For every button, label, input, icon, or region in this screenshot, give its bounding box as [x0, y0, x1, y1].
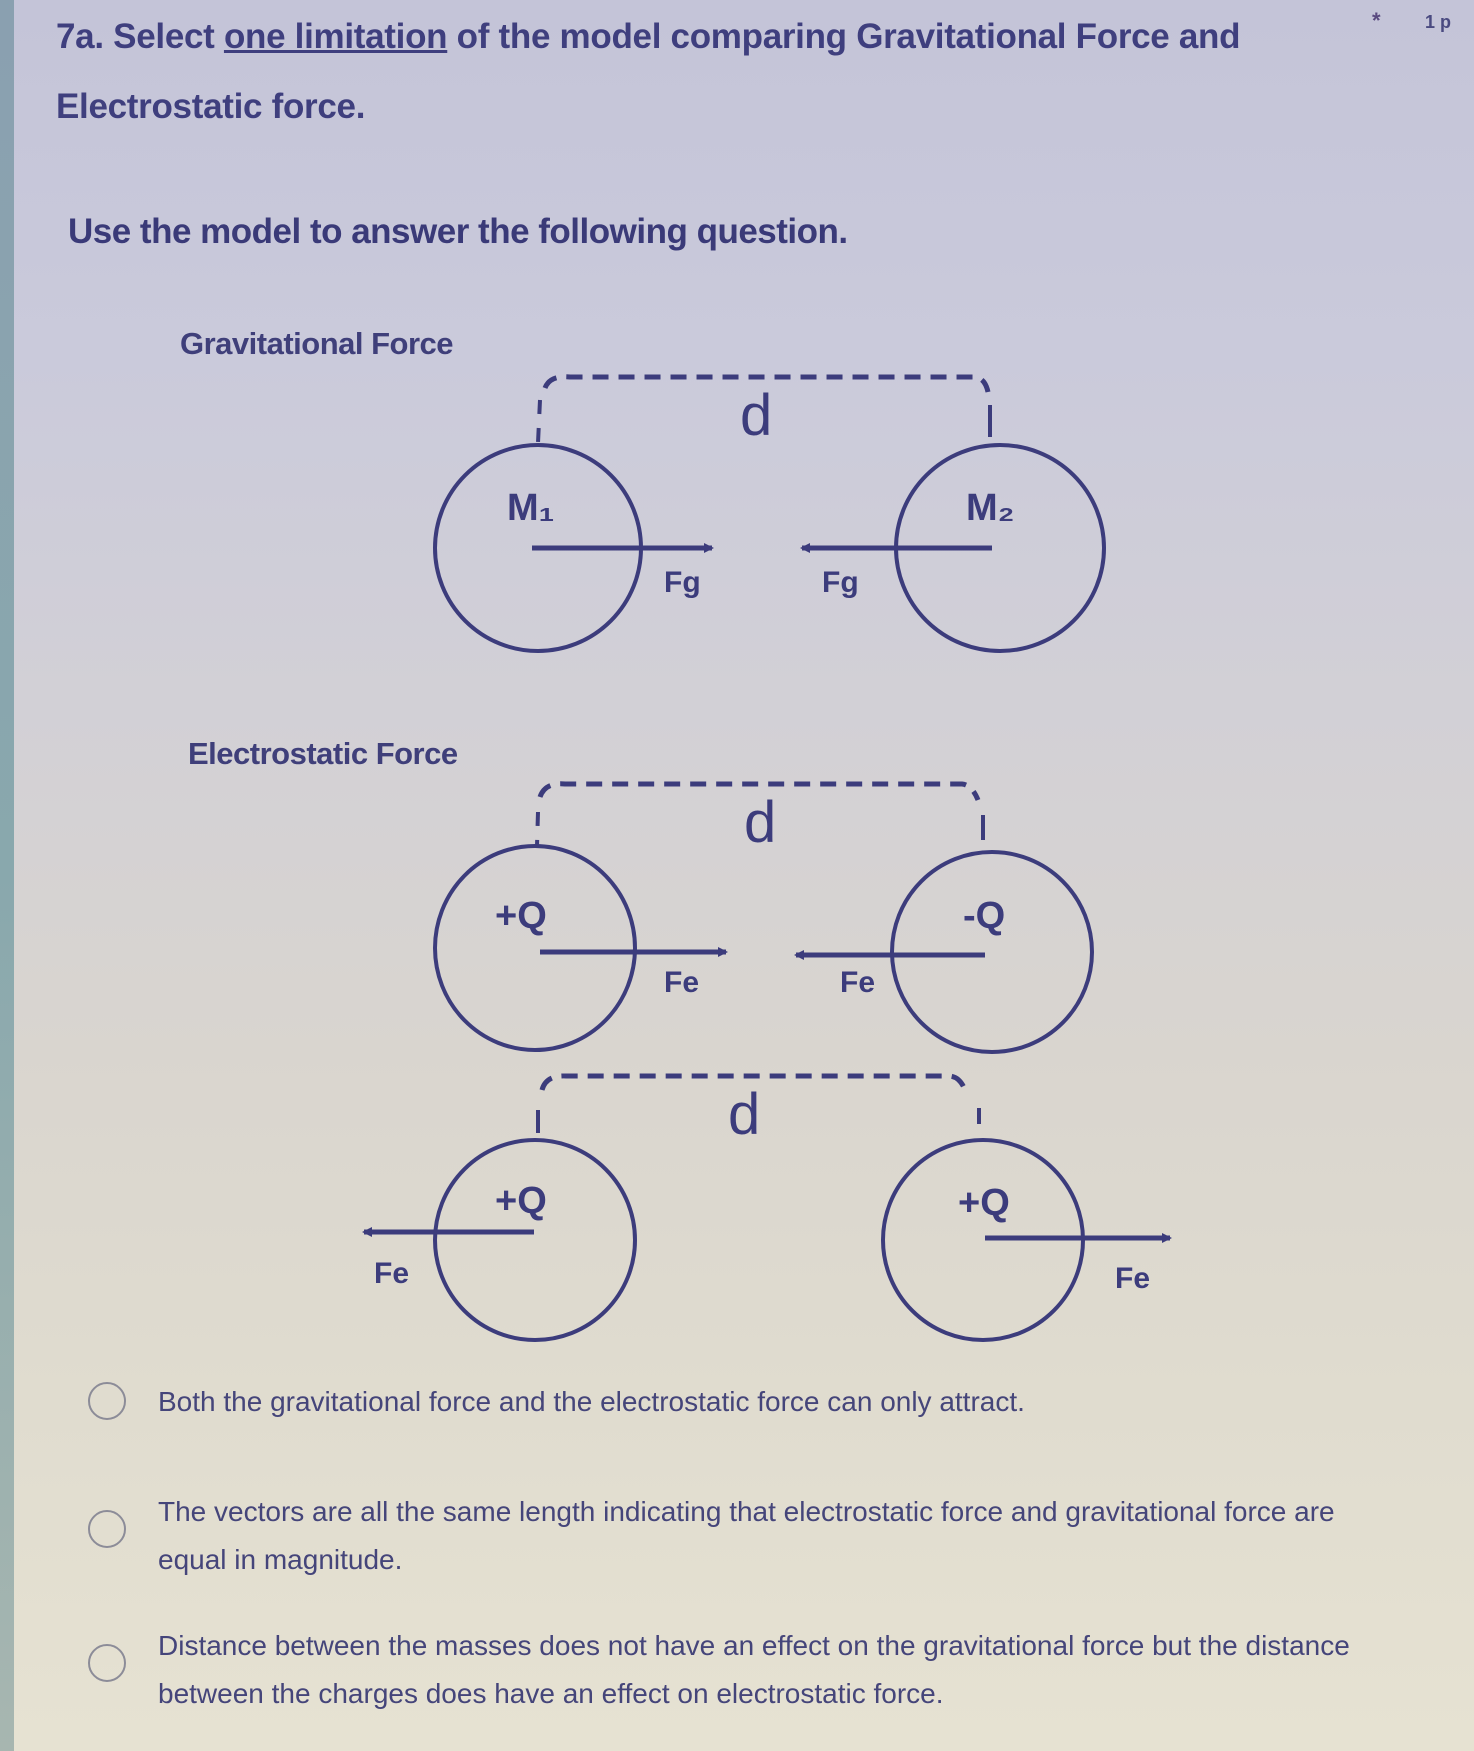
answer-option-2-label: The vectors are all the same length indicating that electrostatic force and gravitational force are equal in magnitude.: [158, 1496, 1335, 1575]
answer-option-2[interactable]: [88, 1488, 1388, 1584]
points-label: 1 p: [1425, 12, 1452, 32]
question-title: 7a. Select one limitation of the model comparing Gravitational Force and Electrostatic force.: [56, 17, 1241, 126]
repel-left-charge-label: +Q: [495, 1180, 547, 1222]
electrostatic-repel-diagram: [364, 1076, 1170, 1340]
answer-option-1[interactable]: [88, 1382, 1388, 1426]
attract-distance-label: d: [744, 790, 777, 855]
grav-left-mass-label: M₁: [507, 487, 555, 529]
grav-distance-label: d: [740, 383, 773, 448]
underlined-emphasis: one limitation: [223, 17, 448, 56]
answer-option-3-label: Distance between the masses does not have an effect on the gravitational force but the distance between the charges does have an effect on electrostatic force.: [158, 1630, 1350, 1709]
grav-right-force-label: Fg: [822, 566, 859, 599]
gravitational-force-label: Gravitational Force: [180, 326, 454, 361]
answer-option-1-label: Both the gravitational force and the electrostatic force can only attract.: [158, 1386, 1025, 1417]
required-marker: *: [1372, 8, 1381, 33]
radio-button-1[interactable]: [88, 1382, 126, 1420]
attract-left-force-label: Fe: [664, 966, 700, 999]
repel-left-force-label: Fe: [374, 1257, 410, 1290]
answer-option-3[interactable]: [88, 1622, 1388, 1718]
grav-right-mass-label: M₂: [966, 487, 1015, 529]
radio-button-3[interactable]: [88, 1644, 126, 1682]
attract-left-charge-label: +Q: [495, 895, 547, 937]
repel-right-charge-label: +Q: [958, 1182, 1010, 1224]
repel-right-force-label: Fe: [1115, 1262, 1151, 1295]
radio-button-2[interactable]: [88, 1510, 126, 1548]
grav-left-force-label: Fg: [664, 566, 701, 599]
attract-right-charge-label: -Q: [963, 895, 1006, 937]
instruction-text: Use the model to answer the following question.: [68, 212, 848, 251]
repel-distance-label: d: [728, 1082, 761, 1147]
electrostatic-force-label: Electrostatic Force: [188, 736, 458, 771]
attract-right-force-label: Fe: [840, 966, 876, 999]
